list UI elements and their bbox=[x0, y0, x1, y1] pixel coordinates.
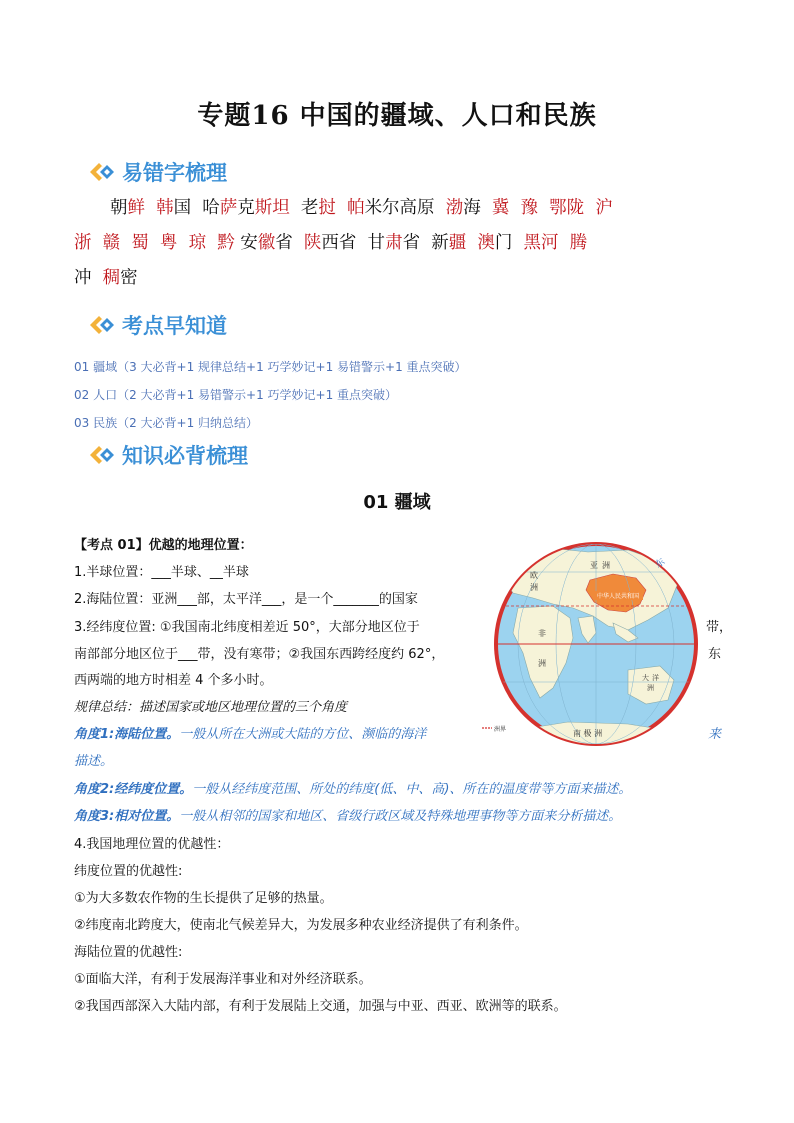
typo-char-highlight: 帕 bbox=[347, 198, 365, 218]
typo-char bbox=[336, 198, 347, 218]
subsection-heading: 01 疆域 bbox=[363, 492, 431, 513]
text-line: ①面临大洋，有利于发展海洋事业和对外经济联系。 bbox=[74, 972, 372, 987]
typo-char-highlight: 黑河 bbox=[523, 233, 559, 253]
typo-char bbox=[584, 198, 595, 218]
typo-char bbox=[538, 198, 549, 218]
angle-1 bbox=[74, 723, 426, 742]
continent-label: 洲 bbox=[530, 583, 538, 592]
typo-characters bbox=[74, 190, 714, 300]
typo-char: 门 bbox=[494, 233, 524, 253]
double-chevron-icon bbox=[88, 314, 116, 336]
angle-2 bbox=[74, 778, 631, 797]
typo-char: 西省 甘 bbox=[321, 233, 386, 253]
typo-char-highlight: 徽 bbox=[257, 233, 276, 253]
section-title: 考点早知道 bbox=[122, 314, 227, 338]
angle-text: 一般从经纬度范围、所处的纬度(低、中、高)、所在的温度带等方面来描述。 bbox=[192, 782, 632, 797]
typo-char-highlight: 琼 bbox=[188, 233, 207, 253]
typo-char: 密 bbox=[120, 268, 138, 288]
typo-char-highlight: 豫 bbox=[520, 198, 538, 218]
point-tag: 【考点 01】 bbox=[74, 538, 149, 553]
continent-label: 洲 bbox=[602, 561, 610, 570]
typo-char-highlight: 鄂陇 bbox=[549, 198, 585, 218]
angle-label: 角度2:经纬度位置。 bbox=[74, 782, 193, 797]
typo-char-highlight: 斯坦 bbox=[254, 198, 290, 218]
typo-char-highlight: 沪 bbox=[595, 198, 613, 218]
typo-char: 克 bbox=[237, 198, 255, 218]
typo-char bbox=[92, 233, 103, 253]
typo-char: 老 bbox=[289, 198, 319, 218]
point-title: 优越的地理位置： bbox=[148, 538, 253, 553]
text-line: 海陆位置的优越性: bbox=[74, 945, 183, 960]
typo-char bbox=[509, 198, 520, 218]
text-line: 带， bbox=[706, 620, 733, 635]
typo-char-highlight: 黔 bbox=[217, 233, 235, 253]
section-title: 知识必背梳理 bbox=[122, 444, 248, 468]
char-line-2 bbox=[74, 225, 587, 261]
typo-char-highlight: 渤 bbox=[445, 198, 464, 218]
toc-item: 03 民族（2 大必背+1 归纳总结） bbox=[74, 416, 259, 430]
typo-char-highlight: 挝 bbox=[318, 198, 336, 218]
typo-char: 安 bbox=[234, 233, 258, 253]
typo-char bbox=[206, 233, 217, 253]
typo-char-highlight: 赣 bbox=[102, 233, 121, 253]
typo-char-highlight: 肃 bbox=[385, 233, 403, 253]
continent-label: 非 bbox=[538, 629, 546, 638]
text-line: 4.我国地理位置的优越性： bbox=[74, 837, 230, 852]
angle-text: 一般从相邻的国家和地区、省级行政区域及特殊地理事物等方面来分析描述。 bbox=[179, 809, 622, 824]
typo-char-highlight: 鲜 bbox=[127, 198, 145, 218]
globe-map bbox=[478, 538, 708, 756]
typo-char bbox=[149, 233, 160, 253]
text-line: 2.海陆位置：亚洲___部，太平洋___，是一个_______的国家 bbox=[74, 592, 418, 607]
text-line: 3.经纬度位置: ①我国南北纬度相差近 50°，大部分地区位于 bbox=[74, 620, 420, 635]
typo-char: 省 新 bbox=[402, 233, 449, 253]
double-chevron-icon bbox=[88, 161, 116, 183]
continent-label: 洋 bbox=[652, 674, 659, 682]
double-chevron-icon bbox=[88, 444, 116, 466]
typo-char-highlight: 蜀 bbox=[131, 233, 149, 253]
section-header-overview bbox=[88, 310, 227, 340]
typo-char-highlight: 稠 bbox=[102, 268, 121, 288]
typo-char: 冲 bbox=[74, 268, 103, 288]
typo-char-highlight: 冀 bbox=[491, 198, 510, 218]
legend-label: 洲界 bbox=[494, 726, 507, 733]
typo-char-highlight: 萨 bbox=[219, 198, 238, 218]
text-line: ①为大多数农作物的生长提供了足够的热量。 bbox=[74, 891, 333, 906]
typo-char bbox=[145, 198, 156, 218]
typo-char-highlight: 浙 bbox=[74, 233, 92, 253]
typo-char: 朝 bbox=[110, 198, 128, 218]
continent-label: 洲 bbox=[538, 659, 546, 668]
continent-label: 大 bbox=[642, 674, 649, 682]
rule-summary: 规律总结：描述国家或地区地理位置的三个角度 bbox=[74, 700, 348, 715]
angle-3 bbox=[74, 805, 621, 824]
typo-char bbox=[120, 233, 131, 253]
ocean-label: 东 bbox=[653, 557, 668, 571]
typo-char: 国 bbox=[173, 198, 203, 218]
char-line-3 bbox=[74, 260, 138, 296]
text-line: 来 bbox=[708, 727, 722, 742]
antarctica-landmass bbox=[508, 722, 688, 756]
continent-label: 欧 bbox=[530, 571, 538, 580]
text-line: 1.半球位置：___半球、__半球 bbox=[74, 565, 249, 580]
typo-char-highlight: 疆 bbox=[448, 233, 467, 253]
section-title: 易错字梳理 bbox=[122, 161, 227, 185]
typo-char bbox=[558, 233, 569, 253]
page-title: 专题16 中国的疆域、人口和民族 bbox=[197, 101, 597, 131]
continent-label: 南 极 洲 bbox=[573, 729, 603, 738]
typo-char bbox=[177, 233, 188, 253]
typo-char bbox=[466, 233, 477, 253]
china-label: 中华人民共和国 bbox=[596, 593, 640, 600]
section-header-knowledge bbox=[88, 440, 248, 470]
text-line: 南部部分地区位于___带，没有寒带；②我国东西跨经度约 62°， bbox=[74, 647, 445, 662]
text-line: 东 bbox=[708, 647, 722, 662]
continent-label: 洲 bbox=[647, 684, 654, 692]
angle-text: 一般从所在大洲或大陆的方位、濒临的海洋 bbox=[179, 727, 427, 742]
angle-label: 角度1:海陆位置。 bbox=[74, 727, 180, 742]
angle-label: 角度3:相对位置。 bbox=[74, 809, 180, 824]
toc-item: 02 人口（2 大必背+1 易错警示+1 巧学妙记+1 重点突破） bbox=[74, 388, 398, 402]
text-line: 西两端的地方时相差 4 个多小时。 bbox=[74, 673, 273, 688]
typo-char-highlight: 韩 bbox=[156, 198, 174, 218]
typo-char-highlight: 澳 bbox=[477, 233, 495, 253]
text-line: 纬度位置的优越性: bbox=[74, 864, 183, 879]
text-line: ②纬度南北跨度大，使南北气候差异大，为发展多种农业经济提供了有利条件。 bbox=[74, 918, 528, 933]
text-line: 描述。 bbox=[74, 754, 114, 769]
char-line-1 bbox=[110, 190, 613, 226]
section-header-typo bbox=[88, 157, 227, 187]
text-line: ②我国西部深入大陆内部，有利于发展陆上交通，加强与中亚、西亚、欧洲等的联系。 bbox=[74, 999, 567, 1014]
point-heading bbox=[74, 534, 253, 553]
typo-char-highlight: 陕 bbox=[303, 233, 322, 253]
toc-item: 01 疆域（3 大必背+1 规律总结+1 巧学妙记+1 易错警示+1 重点突破） bbox=[74, 360, 467, 374]
typo-char: 哈 bbox=[202, 198, 220, 218]
typo-char-highlight: 粤 bbox=[159, 233, 178, 253]
typo-char: 米尔高原 bbox=[364, 198, 446, 218]
typo-char: 海 bbox=[463, 198, 492, 218]
typo-char: 省 bbox=[275, 233, 304, 253]
typo-char-highlight: 腾 bbox=[569, 233, 588, 253]
continent-label: 亚 bbox=[590, 561, 598, 570]
